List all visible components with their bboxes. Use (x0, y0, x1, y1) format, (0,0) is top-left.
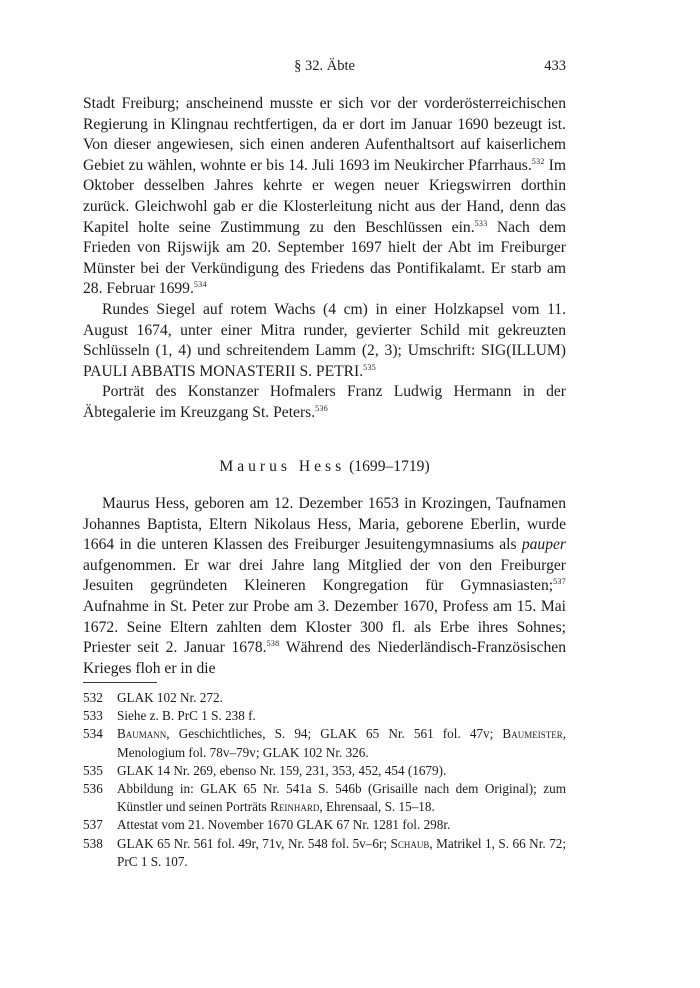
paragraph-text: Im Oktober desselben Jahres kehrte er wegen neuer Kriegswirren dorthin zurück. Gleichwohl gab er die Klosterleitung nicht aus der Hand, denn das Kapitel holte seine Zustimmung zu den Beschlüssen ein. (83, 156, 566, 236)
abbot-years: (1699–1719) (349, 458, 430, 475)
footnote-number: 536 (83, 781, 103, 797)
footnote-separator (83, 682, 157, 683)
footnote-ref[interactable]: 535 (363, 362, 377, 372)
footnote-ref[interactable]: 532 (531, 156, 545, 166)
footnote-ref[interactable]: 533 (474, 218, 488, 228)
footnote-533 (83, 707, 566, 725)
footnote-532 (83, 689, 566, 707)
footnote-number: 537 (83, 817, 103, 833)
page-number: 433 (544, 58, 566, 74)
paragraph-text: Porträt des Konstanzer Hofmalers Franz Ludwig Hermann in der Äbtegalerie im Kreuzgang St. Peters. (83, 383, 566, 421)
footnote-ref[interactable]: 538 (266, 638, 280, 648)
paragraph-text: Aufnahme in St. Peter zur Probe am 3. Dezember 1670, Profess am 15. Mai 1672. Seine Eltern zahlten dem Kloster 300 fl. als Erbe ihres Sohnes; Priester seit 2. Januar 1678. (83, 597, 566, 657)
section-heading (83, 458, 566, 476)
footnote-535 (83, 762, 566, 780)
paragraph (83, 94, 566, 300)
footnote-text: , Geschichtliches, S. 94; GLAK 65 Nr. 561 fol. 47v; (166, 726, 503, 742)
footnote-538 (83, 835, 566, 871)
running-header (83, 58, 566, 80)
author-name: Schaub (390, 835, 430, 851)
footnote-text: , Menologium fol. 78v–79v; GLAK 102 Nr. 326. (117, 726, 566, 760)
paragraph-seal (83, 300, 566, 382)
paragraph-text: aufgenommen. Er war drei Jahre lang Mitglied der von den Freiburger Jesuiten gegründeten Kleineren Kongregation für Gymnasiasten; (83, 556, 566, 595)
footnote-text: Abbildung in: GLAK 65 Nr. 541a S. 546b (Grisaille nach dem Original); zum Künstler und seinen Porträts (117, 781, 566, 815)
footnote-number: 535 (83, 762, 103, 778)
footnote-text: GLAK 102 Nr. 272. (117, 690, 223, 705)
footnote-number: 534 (83, 726, 103, 742)
footnote-536 (83, 780, 566, 816)
paragraph-text: Stadt Freiburg; anscheinend musste er sich vor der vorderösterreichischen Regierung in Klingnau rechtfertigen, da er dort im Januar 1690 bezeugt ist. Von dieser angewiesen, sich einen anderen Aufenthaltsort auf kaiserlichem Gebiet zu wählen, wohnte er bis 14. Juli 1693 im Neukircher Pfarrhaus. (83, 95, 566, 174)
author-name: Baumeister (502, 726, 563, 742)
running-title: § 32. Äbte (294, 58, 355, 74)
footnote-534 (83, 725, 566, 761)
footnote-ref[interactable]: 537 (553, 577, 566, 587)
footnotes (83, 689, 566, 871)
paragraph-text: Nach dem Frieden von Rijswijk am 20. September 1697 hielt der Abt im Freiburger Münster bei der Verkündigung des Friedens das Pontifikalamt. Er starb am 28. Februar 1699. (83, 218, 566, 298)
footnote-537 (83, 816, 566, 834)
italic-term: pauper (521, 536, 566, 554)
footnote-text: , Matrikel 1, S. 66 Nr. 72; PrC 1 S. 107. (117, 835, 566, 869)
main-text-top (83, 94, 566, 424)
paragraph-text: Während des Niederländisch-Französischen Krieges floh er in die (83, 639, 566, 677)
paragraph-portrait (83, 382, 566, 423)
main-text-bottom (83, 494, 566, 679)
footnote-text: Siehe z. B. PrC 1 S. 238 f. (117, 708, 256, 724)
footnote-text: Attestat vom 21. November 1670 GLAK 67 Nr. 1281 fol. 298r. (117, 817, 451, 833)
footnote-ref[interactable]: 536 (315, 403, 329, 413)
author-name: Baumann (117, 726, 167, 742)
footnote-text: GLAK 14 Nr. 269, ebenso Nr. 159, 231, 353, 452, 454 (1679). (117, 762, 447, 778)
footnote-text: , Ehrensaal, S. 15–18. (319, 799, 435, 815)
footnote-text: GLAK 65 Nr. 561 fol. 49r, 71v, Nr. 548 fol. 5v–6r; (117, 835, 391, 851)
footnote-number: 532 (83, 690, 103, 705)
paragraph-text: Rundes Siegel auf rotem Wachs (4 cm) in einer Holzkapsel vom 11. August 1674, unter einer Mitra runder, gevierter Schild mit gekreuzten Schlüsseln (1, 4) und schreitendem Lamm (2, 3); Umschrift: SIG(ILLUM) PAULI ABBATIS MONASTERII S. PETRI. (83, 300, 566, 380)
paragraph-biography (83, 494, 566, 679)
author-name: Reinhard (270, 799, 320, 815)
paragraph-text: Maurus Hess, geboren am 12. Dezember 1653 in Krozingen, Taufnamen Johannes Baptista, Eltern Nikolaus Hess, Maria, geborene Eberlin, wurde 1664 in die unteren Klassen des Freiburger Jesuitengymnasiums als (83, 495, 566, 554)
abbot-name: Maurus Hess (219, 458, 346, 475)
footnote-ref[interactable]: 534 (193, 280, 207, 290)
footnote-number: 533 (83, 708, 103, 724)
footnote-number: 538 (83, 835, 103, 851)
